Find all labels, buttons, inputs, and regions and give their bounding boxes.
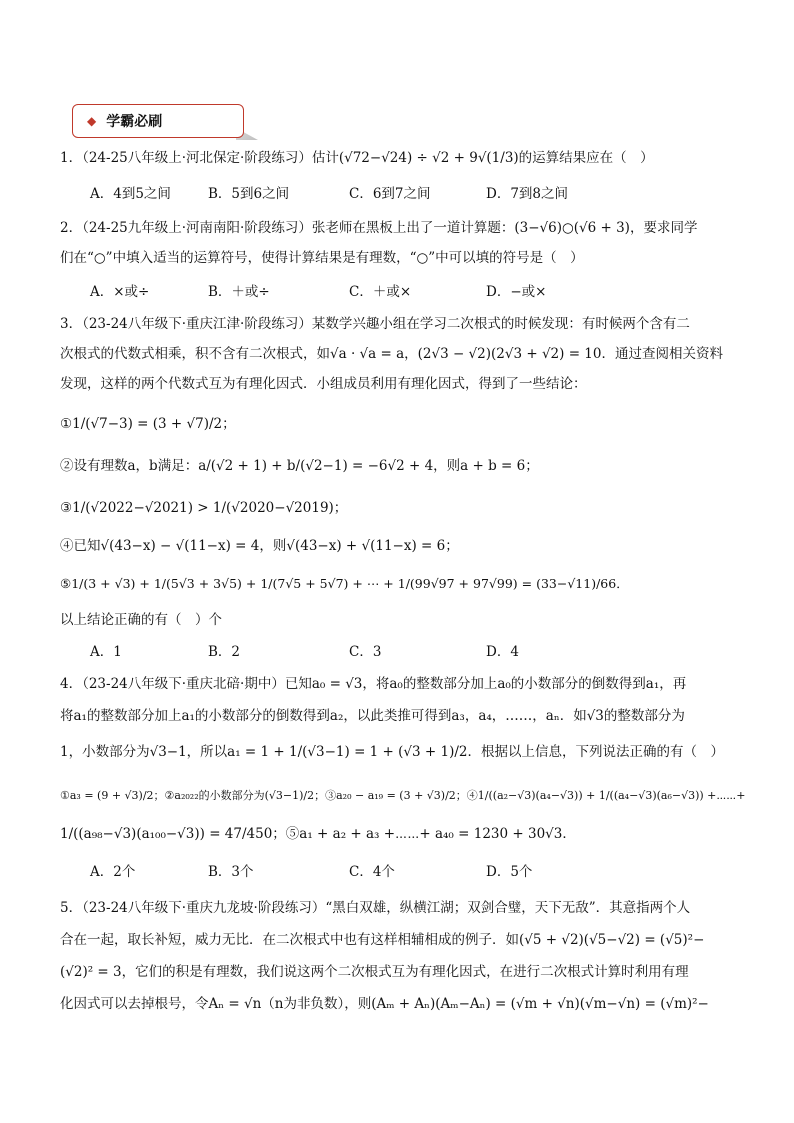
question-2-line-1: 2．（24-25九年级上·河南南阳·阶段练习）张老师在黑板上出了一道计算题：(3−√6)○(√6 + 3)，要求同学 xyxy=(60,220,698,236)
diamond-icon: ◆ xyxy=(87,114,97,128)
q2-option-d: D．−或× xyxy=(486,284,547,300)
q4-option-b: B．3个 xyxy=(208,864,254,880)
question-3-line-1: 3．（23-24八年级下·重庆江津·阶段练习）某数学兴趣小组在学习二次根式的时候发现：有时候两个含有二 xyxy=(60,316,690,332)
q1-option-c: C．6到7之间 xyxy=(349,186,431,202)
q3-option-a: A．1 xyxy=(90,644,122,660)
q1-option-a: A．4到5之间 xyxy=(90,186,171,202)
q3-conclusion-3: ③1/(√2022−√2021) > 1/(√2020−√2019)； xyxy=(60,500,348,516)
question-4-line-5: 1/((a₉₈−√3)(a₁₀₀−√3)) = 47/450；⑤a₁ + a₂ + a₃ +⋯⋯+ a₄₀ = 1230 + 30√3． xyxy=(60,826,576,842)
question-3-line-2: 次根式的代数式相乘，积不含有二次根式，如√a · √a = a，(2√3 − √2)(2√3 + √2) = 10．通过查阅相关资料 xyxy=(60,346,723,362)
question-4-line-1: 4．（23-24八年级下·重庆北碚·期中）已知a₀ = √3，将a₀的整数部分加上a₀的小数部分的倒数得到a₁，再 xyxy=(60,676,687,692)
q3-ask: 以上结论正确的有（ ）个 xyxy=(60,612,222,628)
section-header xyxy=(72,104,244,138)
q3-conclusion-1: ①1/(√7−3) = (3 + √7)/2； xyxy=(60,416,236,432)
q4-option-d: D．5个 xyxy=(486,864,533,880)
question-3-line-3: 发现，这样的两个代数式互为有理化因式．小组成员利用有理化因式，得到了一些结论： xyxy=(60,376,587,392)
q4-option-c: C．4个 xyxy=(349,864,395,880)
q3-option-b: B．2 xyxy=(208,644,241,660)
q3-option-d: D．4 xyxy=(486,644,519,660)
q2-option-b: B．＋或÷ xyxy=(208,284,270,300)
question-1-text: 1．（24-25八年级上·河北保定·阶段练习）估计(√72−√24) ÷ √2 + 9√(1/3)的运算结果应在（ ） xyxy=(60,150,654,166)
question-4-line-3: 1，小数部分为√3−1，所以a₁ = 1 + 1/(√3−1) = 1 + (√3 + 1)/2．根据以上信息，下列说法正确的有（ ） xyxy=(60,744,725,760)
q1-option-b: B．5到6之间 xyxy=(208,186,290,202)
question-4-line-2: 将a₁的整数部分加上a₁的小数部分的倒数得到a₂，以此类推可得到a₃，a₄，……，aₙ．如√3的整数部分为 xyxy=(60,708,685,724)
q4-option-a: A．2个 xyxy=(90,864,136,880)
q3-option-c: C．3 xyxy=(349,644,382,660)
q3-conclusion-4: ④已知√(43−x) − √(11−x) = 4，则√(43−x) + √(11−x) = 6； xyxy=(60,538,459,554)
q3-conclusion-5: ⑤1/(3 + √3) + 1/(5√3 + 3√5) + 1/(7√5 + 5√7) + ⋯ + 1/(99√97 + 97√99) = (33−√11)/66． xyxy=(60,576,629,591)
q1-option-d: D．7到8之间 xyxy=(486,186,569,202)
question-5-line-1: 5．（23-24八年级下·重庆九龙坡·阶段练习）“黑白双雄，纵横江湖；双剑合璧，天下无敌”．其意指两个人 xyxy=(60,900,691,916)
question-5-line-4: 化因式可以去掉根号，令Aₙ = √n（n为非负数），则(Aₘ + Aₙ)(Aₘ−Aₙ) = (√m + √n)(√m−√n) = (√m)²− xyxy=(60,996,709,1012)
section-title: 学霸必刷 xyxy=(106,114,163,130)
question-4-line-4: ①a₃ = (9 + √3)/2；②a₂₀₂₂的小数部分为(√3−1)/2；③a₂₀ − a₁₉ = (3 + √3)/2；④1/((a₂−√3)(a₄−√3)) + 1/((a₄−√3)(a₆−√3)) +⋯⋯+ xyxy=(60,789,746,802)
question-5-line-3: (√2)² = 3，它们的积是有理数，我们说这两个二次根式互为有理化因式，在进行二次根式计算时利用有理 xyxy=(60,964,689,980)
q2-option-a: A．×或÷ xyxy=(90,284,150,300)
q2-option-c: C．＋或× xyxy=(349,284,412,300)
question-5-line-2: 合在一起，取长补短，威力无比．在二次根式中也有这样相辅相成的例子．如(√5 + √2)(√5−√2) = (√5)²− xyxy=(60,932,705,948)
q3-conclusion-2: ②设有理数a，b满足：a/(√2 + 1) + b/(√2−1) = −6√2 + 4，则a + b = 6； xyxy=(60,458,539,474)
question-2-line-2: 们在“○”中填入适当的运算符号，使得计算结果是有理数，“○”中可以填的符号是（ ） xyxy=(60,250,584,266)
